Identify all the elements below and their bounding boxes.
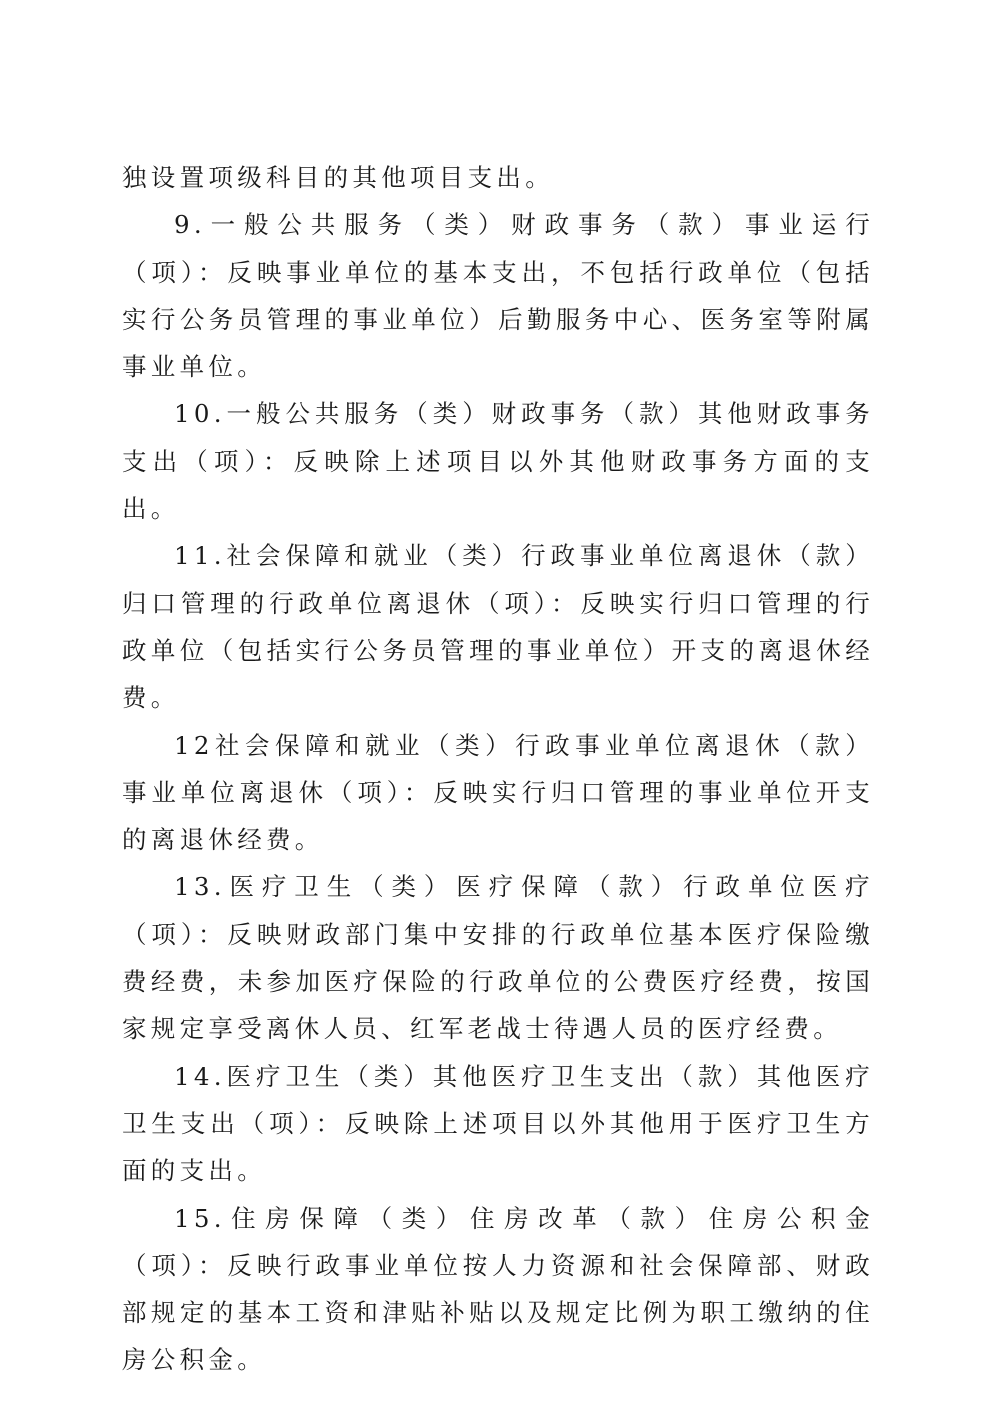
paragraph-item-9: 9.一般公共服务（类）财政事务（款）事业运行（项）：反映事业单位的基本支出，不包括行政单位（包括实行公务员管理的事业单位）后勤服务中心、医务室等附属事业单位。 xyxy=(122,210,874,382)
paragraph-item-11: 11.社会保障和就业（类）行政事业单位离退休（款）归口管理的行政单位离退休（项）：反映实行归口管理的行政单位（包括实行公务员管理的事业单位）开支的离退休经费。 xyxy=(122,541,874,713)
paragraph-item-13: 13.医疗卫生（类）医疗保障（款）行政单位医疗（项）：反映财政部门集中安排的行政单位基本医疗保险缴费经费，未参加医疗保险的行政单位的公费医疗经费，按国家规定享受离休人员、红军老战士待遇人员的医疗经费。 xyxy=(122,872,874,1044)
paragraph-item-10: 10.一般公共服务（类）财政事务（款）其他财政事务支出（项）：反映除上述项目以外其他财政事务方面的支出。 xyxy=(122,399,874,524)
paragraph-item-14: 14.医疗卫生（类）其他医疗卫生支出（款）其他医疗卫生支出（项）：反映除上述项目以外其他用于医疗卫生方面的支出。 xyxy=(122,1061,874,1186)
paragraph-item-15: 15.住房保障（类）住房改革（款）住房公积金（项）：反映行政事业单位按人力资源和社会保障部、财政部规定的基本工资和津贴补贴以及规定比例为职工缴纳的住房公积金。 xyxy=(122,1203,874,1375)
paragraph-continuation: 独设置项级科目的其他项目支出。 xyxy=(122,163,554,192)
paragraph-item-12: 12社会保障和就业（类）行政事业单位离退休（款）事业单位离退休（项）：反映实行归口管理的事业单位开支的离退休经费。 xyxy=(122,730,874,855)
document-body xyxy=(122,154,874,1384)
